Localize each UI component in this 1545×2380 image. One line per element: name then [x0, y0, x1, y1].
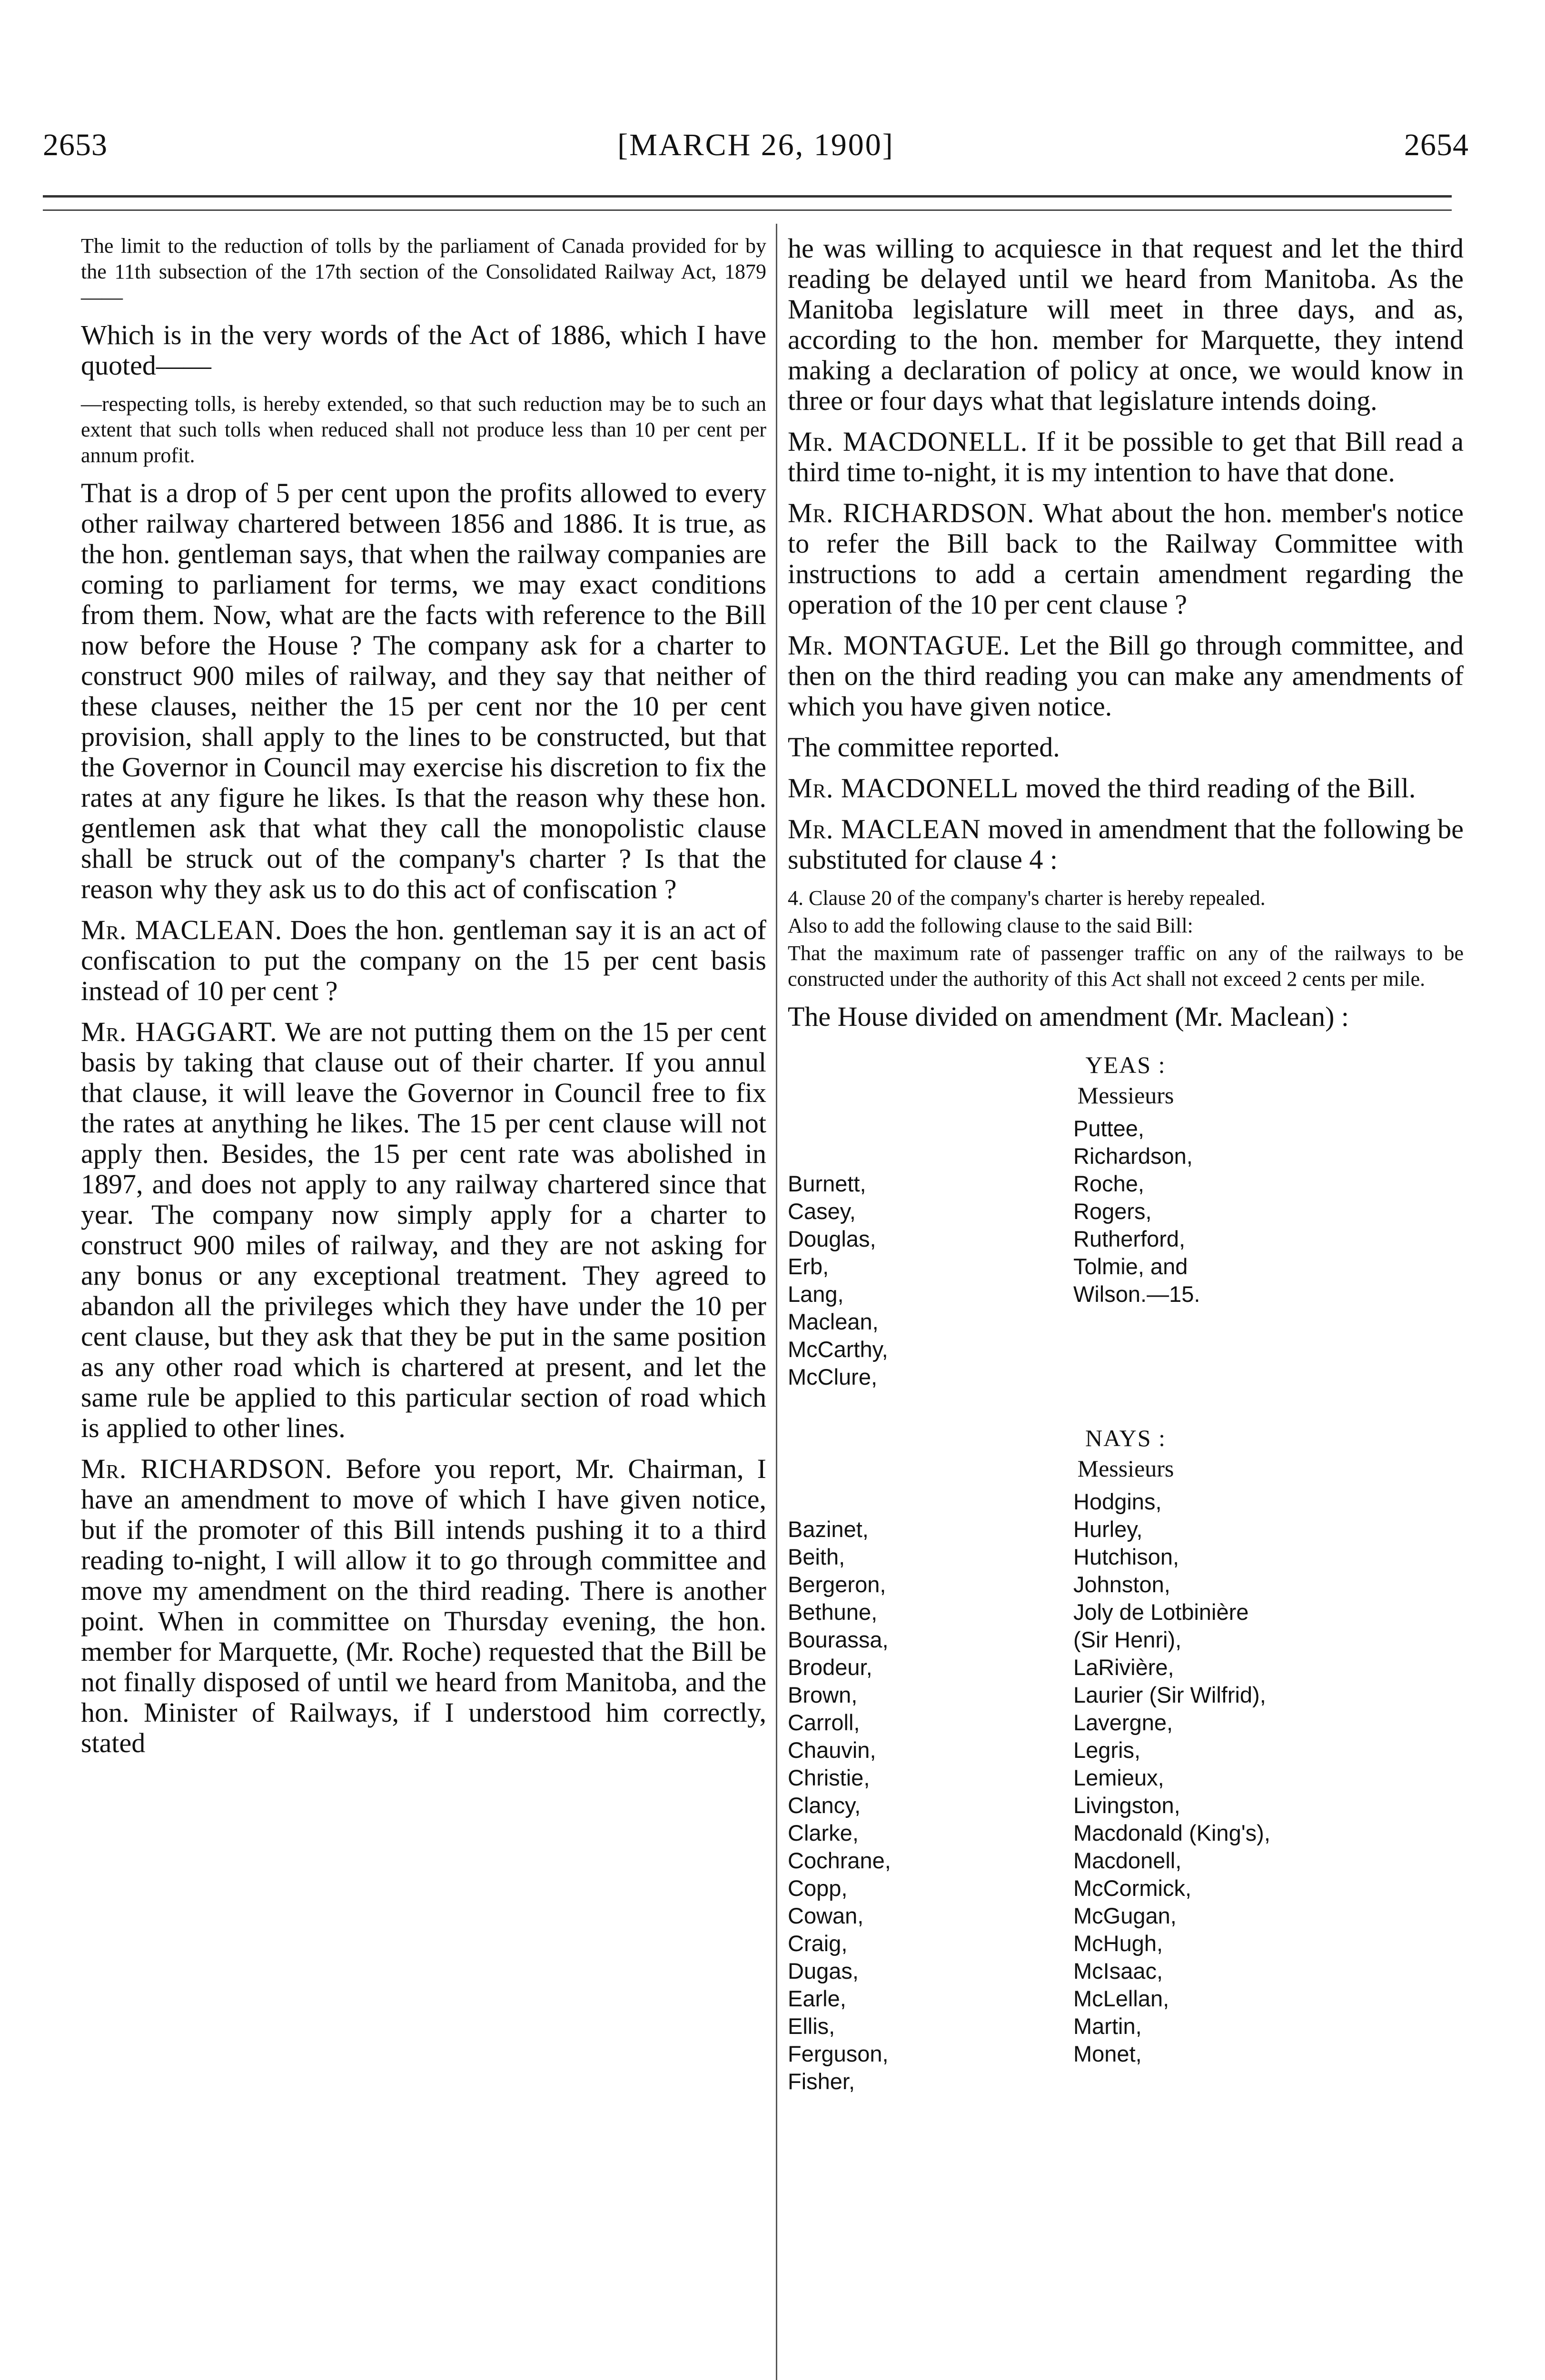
speech-text: moved the third reading of the Bill. [1019, 773, 1416, 803]
speech [81, 1017, 766, 1443]
nays-column-1 [788, 1488, 1073, 2095]
paragraph: Which is in the very words of the Act of 1886, which I have quoted—— [81, 319, 766, 381]
nay-member: Ferguson, [788, 2041, 889, 2066]
nay-member: Craig, [788, 1931, 848, 1956]
yeas-messieurs: Messieurs [1077, 1082, 1174, 1109]
right-column [788, 233, 1464, 2095]
nay-member: (Sir Henri), [1073, 1627, 1182, 1652]
nay-member: Martin, [1073, 2013, 1142, 2039]
nay-member: Monet, [1073, 2041, 1142, 2066]
paragraph: The committee reported. [788, 732, 1060, 763]
yea-member: Puttee, [1073, 1116, 1144, 1141]
column-divider [776, 224, 777, 2380]
nay-member: McGugan, [1073, 1903, 1177, 1928]
nay-member: Laurier (Sir Wilfrid), [1073, 1682, 1266, 1707]
nay-member: Lavergne, [1073, 1710, 1173, 1735]
nays-title: NAYS : [1085, 1425, 1166, 1451]
nay-member: McLellan, [1073, 1986, 1169, 2011]
yeas-list [788, 1115, 1464, 1391]
nay-member: Ellis, [788, 2013, 835, 2039]
quoted-act-text: —respecting tolls, is hereby extended, so that such reduction may be to such an extent that such tolls when reduced shall not produce less than 10 per cent per annum profit. [81, 392, 766, 467]
yea-member: Erb, [788, 1254, 829, 1279]
yea-member: Richardson, [1073, 1143, 1193, 1169]
speech-text: We are not putting them on the 15 per cent basis by taking that clause out of their charter. If you annul that clause, it will leave the Governor in Council free to fix the rates at anything he likes. The 15 per cent clause will not apply then. Besides, the 15 per cent rate was abolished in 1897, and does not apply to any railway chartered since that year. The company now simply apply for a charter to construct 900 miles of railway, and they are not asking for any bonus or any exceptional treatment. They agreed to abandon all the privileges which they have under the 10 per cent clause, but they ask that they be put in the same position as any other road which is chartered at present, and let the same rule be applied to this particular section of road which is applied to other lines. [81, 1016, 766, 1443]
quoted-act-text: The limit to the reduction of tolls by the parliament of Canada provided for by the 11th subsection of the 17th section of the Consolidated Railway Act, 1879—— [81, 234, 766, 309]
yea-member: McCarthy, [788, 1337, 888, 1362]
nays-list [788, 1488, 1464, 2095]
speech-text: If it be possible to get that Bill read a third time to-night, it is my intention to have that done. [788, 426, 1464, 487]
yea-member: Douglas, [788, 1226, 876, 1251]
nay-member: Macdonald (King's), [1073, 1820, 1270, 1845]
yea-member: Rogers, [1073, 1199, 1152, 1224]
yeas-column-2 [1073, 1115, 1464, 1391]
speech [788, 426, 1464, 487]
yea-member: Tolmie, and [1073, 1254, 1188, 1279]
amendment-clause: Also to add the following clause to the said Bill: [788, 914, 1193, 937]
yea-member: Casey, [788, 1199, 856, 1224]
nay-member: Livingston, [1073, 1793, 1180, 1818]
speech-text: What about the hon. member's notice to refer the Bill back to the Railway Committee with instructions to add a certain amendment regarding the operation of the 10 per cent clause ? [788, 497, 1464, 620]
speech-text: moved in amendment that the following be substituted for clause 4 : [788, 813, 1464, 875]
yea-member: Maclean, [788, 1309, 879, 1334]
nay-member: Clarke, [788, 1820, 859, 1845]
speech [788, 498, 1464, 620]
yea-member: Rutherford, [1073, 1226, 1186, 1251]
yea-member: Roche, [1073, 1171, 1144, 1196]
speaker-name: Mr. MACLEAN [788, 813, 981, 844]
nay-member: Cowan, [788, 1903, 864, 1928]
paragraph: That is a drop of 5 per cent upon the profits allowed to every other railway chartered between 1856 and 1886. It is true, as the hon. gentleman says, that when the railway companies are coming to parliament for terms, we may exact conditions from them. Now, what are the facts with reference to the Bill now before the House ? The company ask for a charter to construct 900 miles of railway, and they say that neither of these clauses, neither the 15 per cent nor the 10 per cent provision, shall apply to the lines to be constructed, but that the Governor in Council may exercise his discretion to fix the rates at any figure he likes. Is that the reason why these hon. gentlemen ask that what they call the monopolistic clause shall be struck out of the company's charter ? Is that the reason why they ask us to do this act of confiscation ? [81, 477, 766, 904]
yeas-column-1 [788, 1115, 1073, 1391]
speaker-name: Mr. MACDONELL. [788, 426, 1028, 457]
right-page-number: 2654 [1404, 128, 1469, 162]
nay-member: Hurley, [1073, 1517, 1143, 1542]
speech-text: Does the hon. gentleman say it is an act of confiscation to put the company on the 15 per cent basis instead of 10 per cent ? [81, 914, 766, 1006]
speech [788, 814, 1464, 875]
nay-member: Bazinet, [788, 1517, 869, 1542]
nays-column-2 [1073, 1488, 1464, 2095]
paragraph: he was willing to acquiesce in that request and let the third reading be delayed until we heard from Manitoba. As the Manitoba legislature will meet in three days, and as, according to the hon. member for Marquette, they intend making a declaration of policy at once, we would know in three or four days what that legislature intends doing. [788, 233, 1464, 416]
nay-member: Legris, [1073, 1737, 1141, 1763]
nay-member: Brown, [788, 1682, 858, 1707]
nay-member: Bethune, [788, 1599, 878, 1625]
yea-member: Lang, [788, 1281, 844, 1307]
nay-member: Lemieux, [1073, 1765, 1164, 1790]
nays-messieurs: Messieurs [1077, 1455, 1174, 1482]
nay-member: Bergeron, [788, 1572, 886, 1597]
speech [81, 1454, 766, 1758]
nay-member: Macdonell, [1073, 1848, 1182, 1873]
yea-member: McClure, [788, 1364, 878, 1389]
speech [788, 773, 1464, 803]
page-header [43, 119, 1469, 171]
left-page-number: 2653 [43, 128, 108, 162]
header-rule-bottom [43, 209, 1452, 211]
speaker-name: Mr. MONTAGUE. [788, 630, 1010, 661]
nay-member: Clancy, [788, 1793, 861, 1818]
speech-text: Let the Bill go through committee, and then on the third reading you can make any amendments of which you have given notice. [788, 630, 1464, 722]
nay-member: Hutchison, [1073, 1544, 1179, 1569]
nay-member: Joly de Lotbinière [1073, 1599, 1249, 1625]
nay-member: Dugas, [788, 1958, 859, 1983]
speaker-name: Mr. RICHARDSON. [81, 1453, 333, 1484]
yeas-title: YEAS : [1085, 1051, 1166, 1078]
nay-member: Copp, [788, 1875, 848, 1901]
speaker-name: Mr. MACLEAN. [81, 914, 283, 945]
page-date: [MARCH 26, 1900] [617, 128, 894, 162]
yea-member: Burnett, [788, 1171, 866, 1196]
nay-member: Cochrane, [788, 1848, 891, 1873]
amendment-clause: That the maximum rate of passenger traffic on any of the railways to be constructed under the authority of this Act shall not exceed 2 cents per mile. [788, 942, 1464, 991]
nay-member: Hodgins, [1073, 1489, 1162, 1514]
header-rule-top [43, 195, 1452, 198]
nay-member: McHugh, [1073, 1931, 1163, 1956]
nay-member: Brodeur, [788, 1655, 872, 1680]
nay-member: Earle, [788, 1986, 846, 2011]
nay-member: Carroll, [788, 1710, 860, 1735]
nay-member: McCormick, [1073, 1875, 1192, 1901]
speaker-name: Mr. MACDONELL [788, 773, 1019, 803]
nay-member: Christie, [788, 1765, 870, 1790]
nay-member: Bourassa, [788, 1627, 889, 1652]
nay-member: Fisher, [788, 2069, 855, 2094]
speaker-name: Mr. HAGGART. [81, 1016, 277, 1047]
speaker-name: Mr. RICHARDSON. [788, 497, 1035, 528]
speech-text: Before you report, Mr. Chairman, I have an amendment to move of which I have given notice, but if the promoter of this Bill intends pushing it to a third reading to-night, I will allow it to go through committee and move my amendment on the third reading. There is another point. When in committee on Thursday evening, the hon. member for Marquette, (Mr. Roche) requested that the Bill be not finally disposed of until we heard from Manitoba, and the hon. Minister of Railways, if I understood him correctly, stated [81, 1453, 766, 1758]
speech [788, 630, 1464, 722]
division-intro: The House divided on amendment (Mr. Maclean) : [788, 1001, 1349, 1032]
yea-member: Wilson.—15. [1073, 1281, 1200, 1307]
nay-member: Chauvin, [788, 1737, 876, 1763]
nay-member: Beith, [788, 1544, 845, 1569]
speech [81, 915, 766, 1006]
nay-member: LaRivière, [1073, 1655, 1174, 1680]
nay-member: McIsaac, [1073, 1958, 1163, 1983]
nay-member: Johnston, [1073, 1572, 1170, 1597]
left-column [81, 233, 766, 1769]
amendment-clause: 4. Clause 20 of the company's charter is hereby repealed. [788, 886, 1266, 910]
